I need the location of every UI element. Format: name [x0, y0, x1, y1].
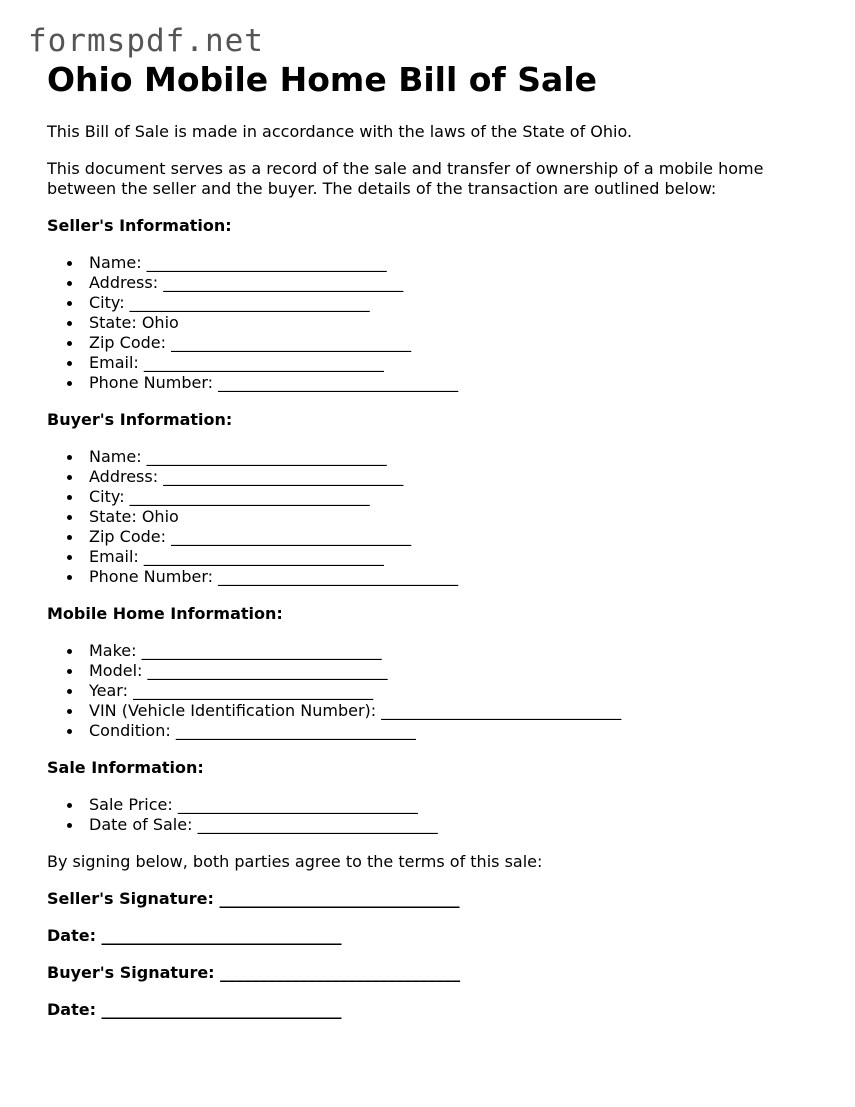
sale-price-field[interactable]: Sale Price: ______________________________	[89, 795, 837, 815]
buyer-state-field: State: Ohio	[89, 507, 837, 527]
make-field[interactable]: Make: ______________________________	[89, 641, 837, 661]
year-field[interactable]: Year: ______________________________	[89, 681, 837, 701]
seller-section-heading: Seller's Information:	[47, 216, 232, 235]
seller-phone-field[interactable]: Phone Number: ______________________________	[89, 373, 837, 393]
date-of-sale-field[interactable]: Date of Sale: ______________________________	[89, 815, 837, 835]
seller-state-field: State: Ohio	[89, 313, 837, 333]
seller-name-field[interactable]: Name: ______________________________	[89, 253, 837, 273]
seller-date-line[interactable]: Date: ______________________________	[47, 926, 342, 945]
buyer-phone-field[interactable]: Phone Number: ______________________________	[89, 567, 837, 587]
buyer-info-list	[47, 447, 837, 587]
buyer-name-field[interactable]: Name: ______________________________	[89, 447, 837, 467]
buyer-date-line[interactable]: Date: ______________________________	[47, 1000, 342, 1019]
model-field[interactable]: Model: ______________________________	[89, 661, 837, 681]
page-title: Ohio Mobile Home Bill of Sale	[47, 60, 598, 99]
seller-signature-line[interactable]: Seller's Signature: ______________________________	[47, 889, 460, 908]
seller-email-field[interactable]: Email: ______________________________	[89, 353, 837, 373]
buyer-signature-line[interactable]: Buyer's Signature: ______________________________	[47, 963, 461, 982]
buyer-city-field[interactable]: City: ______________________________	[89, 487, 837, 507]
agreement-statement: By signing below, both parties agree to the terms of this sale:	[47, 852, 543, 871]
condition-field[interactable]: Condition: ______________________________	[89, 721, 837, 741]
buyer-email-field[interactable]: Email: ______________________________	[89, 547, 837, 567]
mobile-home-section-heading: Mobile Home Information:	[47, 604, 283, 623]
buyer-zip-field[interactable]: Zip Code: ______________________________	[89, 527, 837, 547]
sale-section-heading: Sale Information:	[47, 758, 204, 777]
buyer-section-heading: Buyer's Information:	[47, 410, 233, 429]
mobile-home-info-list	[47, 641, 837, 741]
intro-paragraph-1: This Bill of Sale is made in accordance with the laws of the State of Ohio.	[47, 122, 633, 141]
seller-address-field[interactable]: Address: ______________________________	[89, 273, 837, 293]
vin-field[interactable]: VIN (Vehicle Identification Number): ______________________________	[89, 701, 837, 721]
intro-paragraph-2: This document serves as a record of the sale and transfer of ownership of a mobile home between the seller and the buyer. The details of the transaction are outlined below:	[47, 159, 764, 198]
sale-info-list	[47, 795, 837, 835]
seller-city-field[interactable]: City: ______________________________	[89, 293, 837, 313]
watermark: formspdf.net	[28, 23, 264, 59]
document-page	[47, 58, 837, 1020]
buyer-address-field[interactable]: Address: ______________________________	[89, 467, 837, 487]
seller-info-list	[47, 253, 837, 393]
seller-zip-field[interactable]: Zip Code: ______________________________	[89, 333, 837, 353]
